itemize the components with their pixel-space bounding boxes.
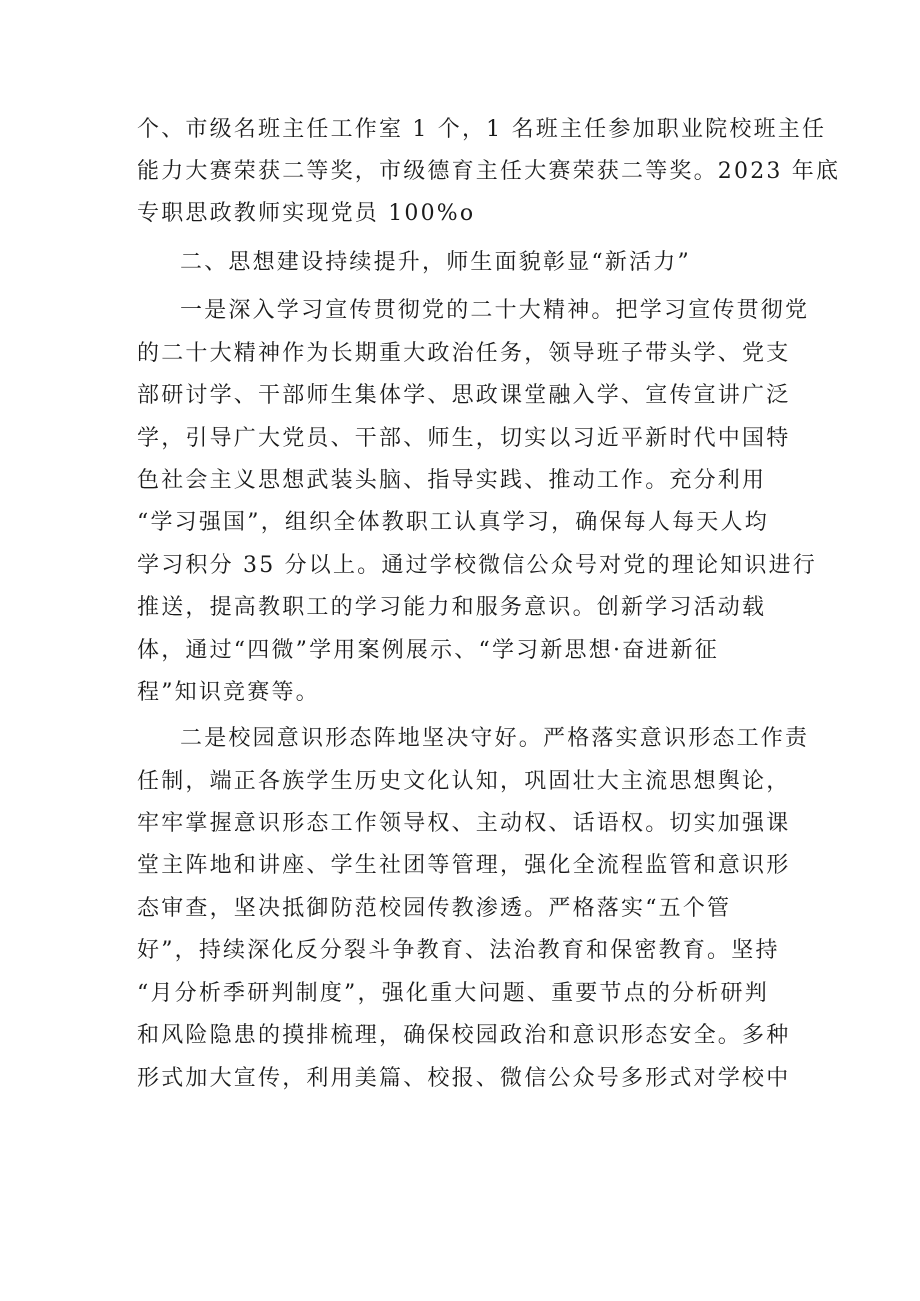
paragraph-2-line-9: 形式加大宣传，利用美篇、校报、微信公众号多形式对学校中 xyxy=(137,1066,791,1091)
section-heading-2: 二、思想建设持续提升，师生面貌彰显“新活力” xyxy=(180,250,691,275)
paragraph-1-line-7: 学习积分 35 分以上。通过学校微信公众号对党的理论知识进行 xyxy=(137,553,817,578)
paragraph-1-line-9: 体，通过“四微”学用案例展示、“学习新思想·奋进新征 xyxy=(137,638,719,663)
text-line-1: 个、市级名班主任工作室 1 个，1 名班主任参加职业院校班主任 xyxy=(137,117,827,142)
paragraph-2-line-3: 牢牢掌握意识形态工作领导权、主动权、话语权。切实加强课 xyxy=(137,811,791,836)
paragraph-1-line-6: “学习强国”，组织全体教职工认真学习，确保每人每天人均 xyxy=(137,510,769,535)
paragraph-2-line-4: 堂主阵地和讲座、学生社团等管理，强化全流程监管和意识形 xyxy=(137,853,791,878)
paragraph-1-line-3: 部研讨学、干部师生集体学、思政课堂融入学、宣传宣讲广泛 xyxy=(137,383,791,408)
paragraph-1-line-4: 学，引导广大党员、干部、师生，切实以习近平新时代中国特 xyxy=(137,426,791,451)
paragraph-1-line-10: 程”知识竞赛等。 xyxy=(137,680,320,705)
paragraph-2-line-6: 好”，持续深化反分裂斗争教育、法治教育和保密教育。坚持 xyxy=(137,938,780,963)
paragraph-2-line-5: 态审查，坚决抵御防范校园传教渗透。严格落实“五个管 xyxy=(137,896,732,921)
paragraph-2-line-1: 二是校园意识形态阵地坚决守好。严格落实意识形态工作责 xyxy=(180,726,810,751)
paragraph-1-line-1: 一是深入学习宣传贯彻党的二十大精神。把学习宣传贯彻党 xyxy=(180,298,810,323)
text-line-2: 能力大赛荣获二等奖，市级德育主任大赛荣获二等奖。2023 年底 xyxy=(137,159,841,184)
paragraph-1-line-5: 色社会主义思想武装头脑、指导实践、推动工作。充分利用 xyxy=(137,468,767,493)
paragraph-1-line-8: 推送，提高教职工的学习能力和服务意识。创新学习活动载 xyxy=(137,595,767,620)
paragraph-1-line-2: 的二十大精神作为长期重大政治任务，领导班子带头学、党支 xyxy=(137,341,791,366)
text-line-3: 专职思政教师实现党员 100%o xyxy=(137,201,476,226)
paragraph-2-line-2: 任制，端正各族学生历史文化认知，巩固壮大主流思想舆论， xyxy=(137,769,791,794)
paragraph-2-line-8: 和风险隐患的摸排梳理，确保校园政治和意识形态安全。多种 xyxy=(137,1023,791,1048)
paragraph-2-line-7: “月分析季研判制度”，强化重大问题、重要节点的分析研判 xyxy=(137,981,769,1006)
